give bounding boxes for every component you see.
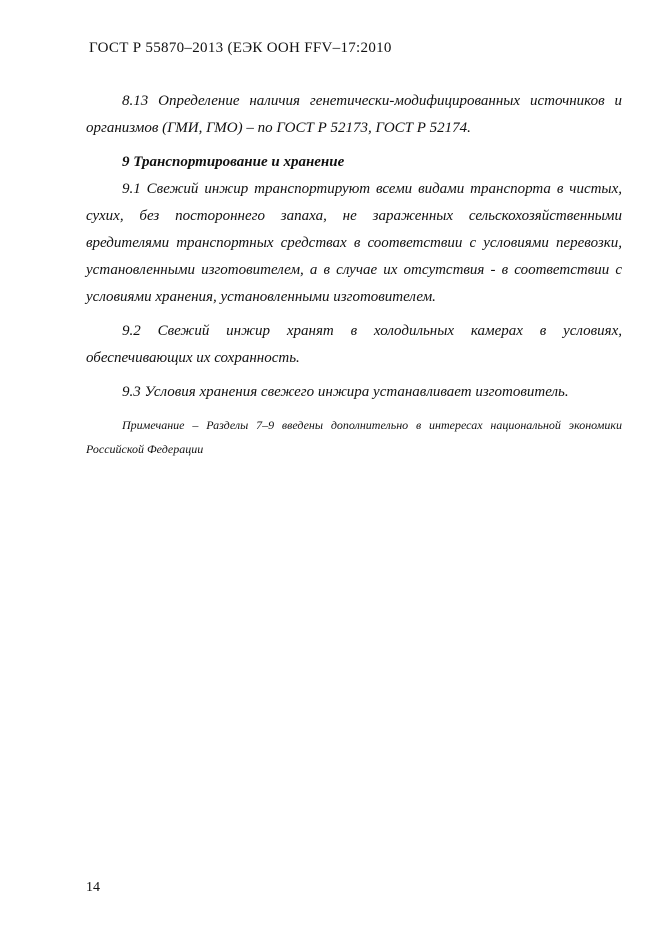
note-text: Примечание – Разделы 7–9 введены дополнительно в интересах национальной экономики Российской Федерации: [86, 418, 622, 456]
paragraph-9-3: 9.3 Условия хранения свежего инжира устанавливает изготовитель.: [122, 384, 569, 400]
paragraph-9-2: 9.2 Свежий инжир хранят в холодильных камерах в условиях, обеспечивающих их сохранность.: [86, 323, 622, 366]
paragraph-8-13: 8.13 Определение наличия генетически-модифицированных источников и организмов (ГМИ, ГМО) – по ГОСТ Р 52173, ГОСТ Р 52174.: [86, 93, 622, 136]
paragraph-9-1: 9.1 Свежий инжир транспортируют всеми видами транспорта в чистых, сухих, без постороннего запаха, не зараженных сельскохозяйственными вредителями транспортных средствах в соответствии с условиями перевозки, установленными изготовителем, а в случае их отсутствия - в соответствии с условиями хранения, установленными изготовителем.: [86, 181, 622, 305]
document-header: ГОСТ Р 55870–2013 (ЕЭК ООН FFV–17:2010: [89, 40, 392, 56]
page-number: 14: [86, 880, 100, 895]
document-body: [86, 88, 622, 461]
section-heading-9: 9 Транспортирование и хранение: [122, 154, 345, 170]
